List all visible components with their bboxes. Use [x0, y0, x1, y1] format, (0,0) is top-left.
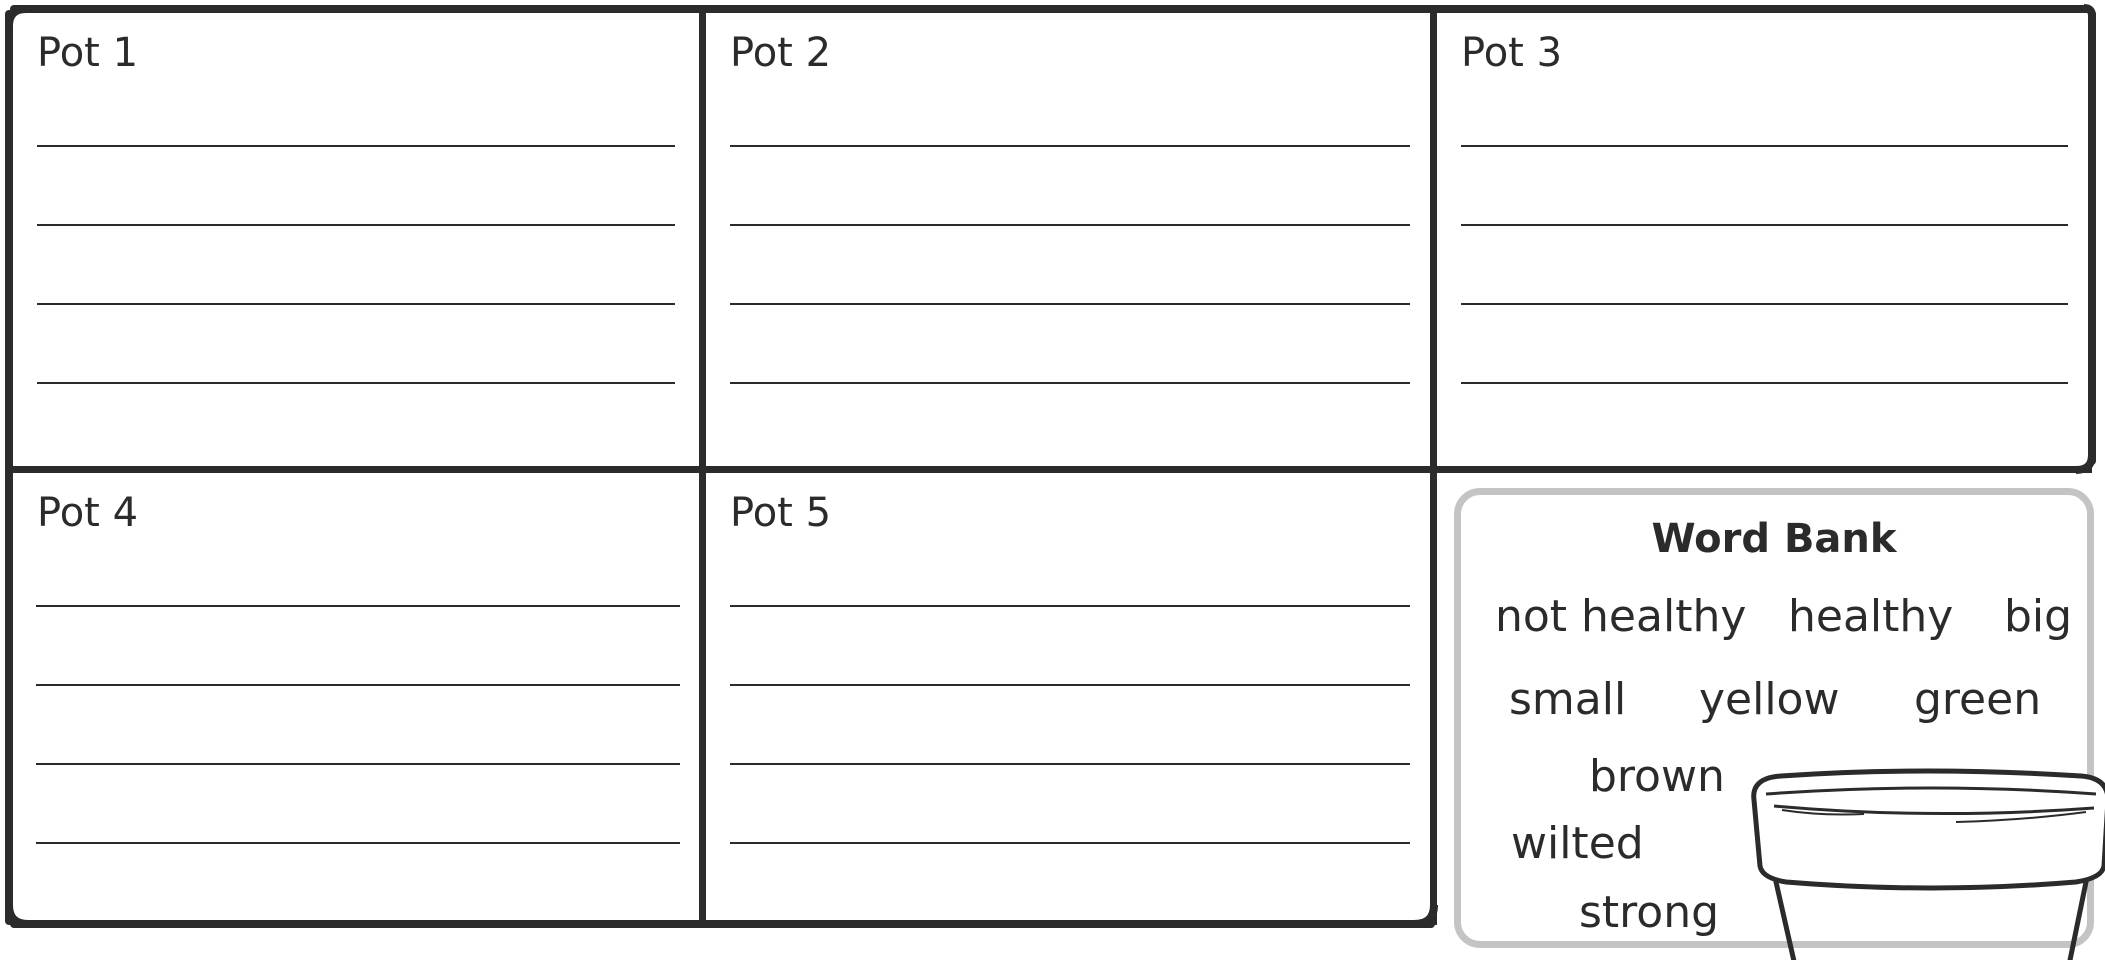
word-bank-item: healthy: [1788, 591, 1954, 642]
pot-4-writing-line-3[interactable]: [36, 763, 680, 765]
word-bank-item: strong: [1579, 887, 1720, 938]
word-bank-item: green: [1914, 674, 2042, 725]
pot-4-writing-line-4[interactable]: [36, 842, 680, 844]
pot-5-writing-line-2[interactable]: [730, 684, 1410, 686]
pot-4-label: Pot 4: [37, 490, 139, 536]
pot-2-writing-line-1[interactable]: [730, 145, 1410, 147]
word-bank-title: Word Bank: [1651, 516, 1897, 562]
pot-1-writing-line-4[interactable]: [37, 382, 675, 384]
pot-5-writing-line-4[interactable]: [730, 842, 1410, 844]
pot-2-cell[interactable]: [706, 13, 1430, 466]
pot-3-writing-line-3[interactable]: [1461, 303, 2068, 305]
pot-3-label: Pot 3: [1461, 30, 1563, 76]
flower-pot-icon: [1746, 760, 2105, 960]
pot-3-writing-line-2[interactable]: [1461, 224, 2068, 226]
pot-4-writing-line-1[interactable]: [36, 605, 680, 607]
pot-4-writing-line-2[interactable]: [36, 684, 680, 686]
word-bank-item: yellow: [1699, 674, 1840, 725]
pot-1-writing-line-3[interactable]: [37, 303, 675, 305]
word-bank-item: brown: [1589, 751, 1725, 802]
pot-3-writing-line-1[interactable]: [1461, 145, 2068, 147]
pot-2-label: Pot 2: [730, 30, 832, 76]
pot-1-writing-line-1[interactable]: [37, 145, 675, 147]
pot-1-cell[interactable]: [13, 13, 699, 466]
pot-5-cell[interactable]: [706, 473, 1430, 920]
pot-5-writing-line-1[interactable]: [730, 605, 1410, 607]
word-bank-item: wilted: [1511, 818, 1644, 869]
word-bank-item: small: [1509, 674, 1627, 725]
pot-4-cell[interactable]: [13, 473, 699, 920]
pot-2-writing-line-3[interactable]: [730, 303, 1410, 305]
pot-3-writing-line-4[interactable]: [1461, 382, 2068, 384]
pot-3-cell[interactable]: [1437, 13, 2088, 466]
pot-5-label: Pot 5: [730, 490, 832, 536]
pot-2-writing-line-4[interactable]: [730, 382, 1410, 384]
pot-1-writing-line-2[interactable]: [37, 224, 675, 226]
pot-1-label: Pot 1: [37, 30, 139, 76]
pot-5-writing-line-3[interactable]: [730, 763, 1410, 765]
pot-2-writing-line-2[interactable]: [730, 224, 1410, 226]
word-bank-item: not healthy: [1495, 591, 1747, 642]
word-bank-item: big: [2004, 591, 2073, 642]
